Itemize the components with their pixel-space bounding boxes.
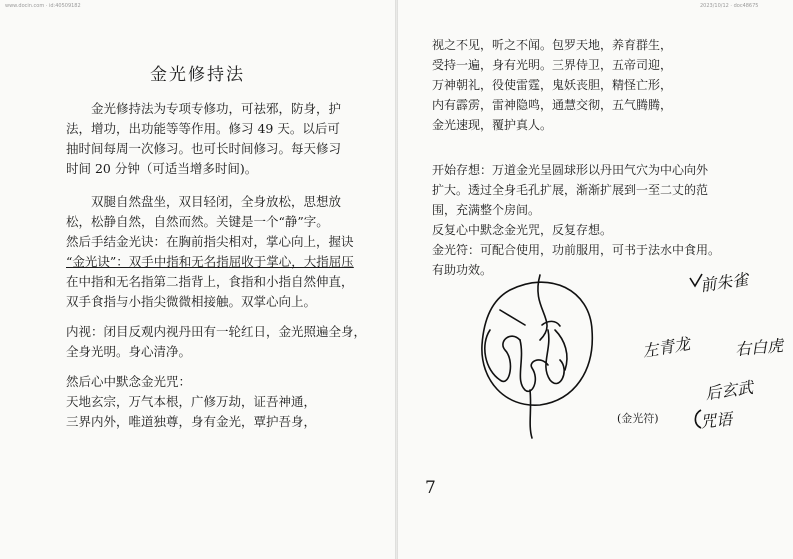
posture-paragraph [66, 192, 354, 252]
text-line: 天地玄宗，万气本根，广修万劫，证吾神通， [66, 394, 317, 409]
intro-paragraph [66, 99, 341, 179]
text-line: 时间 20 分钟（可适当增多时间)。 [66, 161, 258, 176]
text-line-underlined: “金光诀”：双手中指和无名指屈收于掌心，大指屈压 [66, 254, 354, 269]
text-line: 双手食指与小指尖微微相接触。双掌心向上。 [66, 294, 317, 309]
mudra-paragraph [66, 252, 354, 312]
handwritten-right-white-tiger: 右白虎 [734, 335, 784, 360]
handwritten-back-black-tortoise: 后玄武 [704, 377, 755, 404]
text-line: 双腿自然盘坐，双目轻闭，全身放松，思想放 [66, 194, 342, 209]
incantation-paragraph [66, 372, 316, 432]
text-line: 金光符：可配合使用，功前服用，可书于法水中食用。 [432, 243, 721, 257]
incantation-continued [432, 35, 672, 135]
text-line: 反复心中默念金光咒，反复存想。 [432, 223, 613, 237]
text-line: 受持一遍，身有光明。三界侍卫，五帝司迎， [432, 58, 673, 72]
golden-light-talisman-drawing [470, 270, 600, 440]
checkmark-icon [688, 272, 704, 290]
text-line: 有助功效。 [432, 263, 493, 277]
page-number: 7 [425, 478, 436, 498]
text-line: 开始存想：万道金光呈圆球形以丹田气穴为中心向外 [432, 163, 709, 177]
text-line: 内视：闭目反观内视丹田有一轮红日，金光照遍全身， [66, 324, 367, 339]
text-line: 万神朝礼，役使雷霆，鬼妖丧胆，精怪亡形， [432, 78, 673, 92]
text-line: 全身光明。身心清净。 [66, 344, 192, 359]
book-gutter [395, 0, 398, 559]
handwritten-incantation-label: 咒语 [699, 409, 734, 432]
text-line: 视之不见，听之不闻。包罗天地，养育群生， [432, 38, 673, 52]
inner-vision-paragraph [66, 322, 366, 362]
text-line: 扩大。透过全身毛孔扩展，渐渐扩展到一至二丈的范 [432, 183, 709, 197]
text-line: 然后心中默念金光咒： [66, 374, 192, 389]
handwritten-left-azure-dragon: 左青龙 [640, 333, 692, 362]
text-line: 在中指和无名指第二指背上，食指和小指自然伸直， [66, 274, 354, 289]
text-line: 内有霹雳，雷神隐鸣，通慧交彻，五气腾腾， [432, 98, 673, 112]
header-watermark-right: 2023/10/12 · doc48675 [700, 3, 759, 9]
text-line: 围，充满整个房间。 [432, 203, 541, 217]
talisman-caption: (金光符) [617, 412, 659, 425]
bracket-icon [690, 408, 704, 430]
text-line: 金光修持法为专项专修功，可祛邪，防身，护 [66, 101, 342, 116]
text-line: 三界内外，唯道独尊，身有金光，覃护吾身， [66, 414, 317, 429]
text-line: 法，增功，出功能等等作用。修习 49 天。以后可 [66, 121, 340, 136]
text-line: 金光速现，覆护真人。 [432, 118, 553, 132]
handwritten-front-vermilion-bird: 前朱雀 [699, 269, 750, 296]
header-watermark-left: www.docin.com · id:40509182 [5, 3, 81, 9]
visualization-paragraph [432, 160, 720, 280]
text-line: 松，松静自然，自然而然。关键是一个“静”字。 [66, 214, 329, 229]
text-line: 然后手结金光诀：在胸前指尖相对，掌心向上，握诀 [66, 234, 354, 249]
text-line: 抽时间每周一次修习。也可长时间修习。每天修习 [66, 141, 342, 156]
page-title: 金光修持法 [150, 65, 245, 85]
